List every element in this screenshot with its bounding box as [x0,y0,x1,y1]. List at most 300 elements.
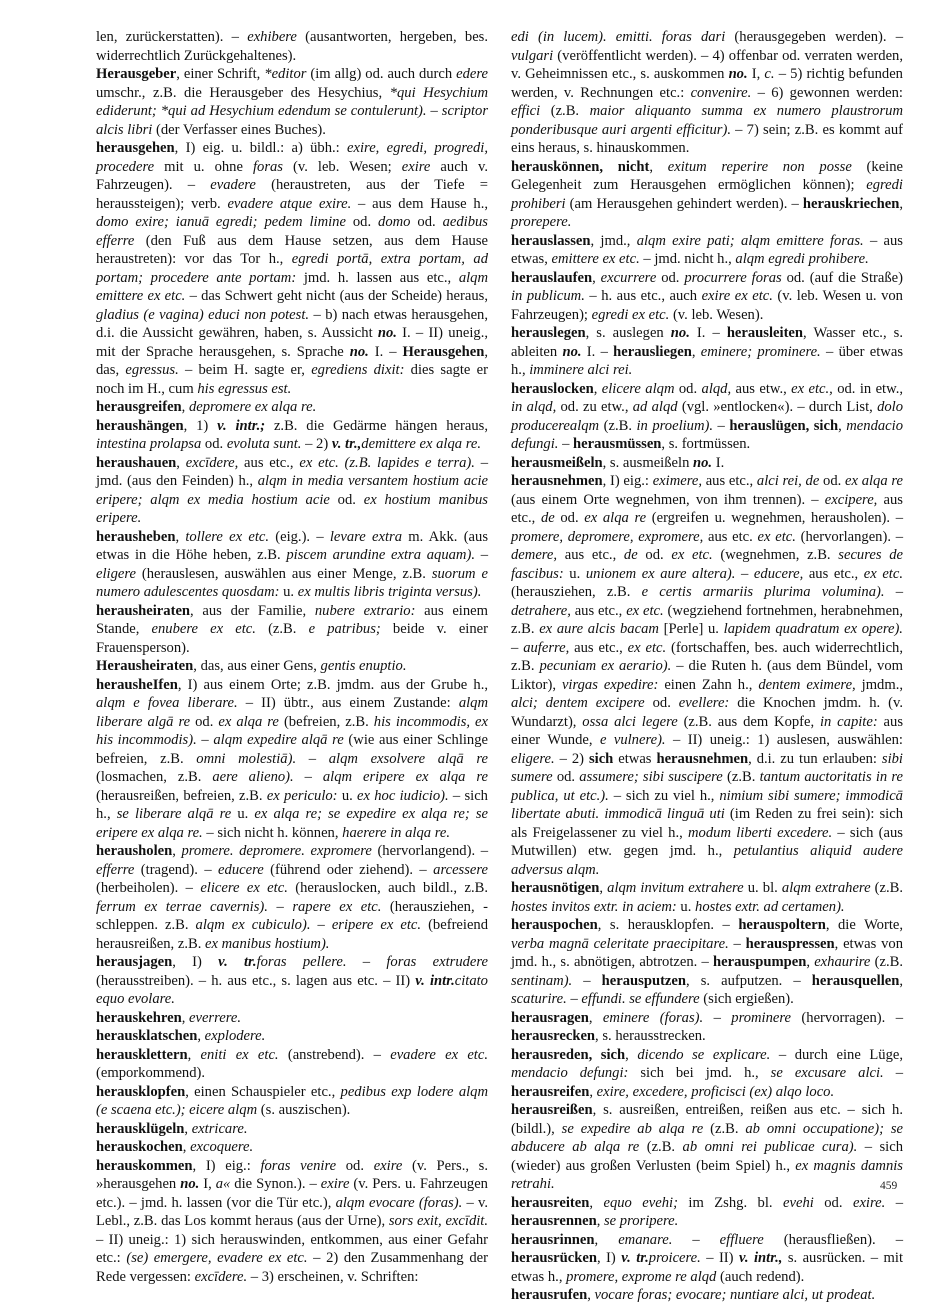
entry-headword: herausnehmen [511,473,603,489]
entry-text: (keine Gelegenheit zum Herausgehen ermöglichen können); [511,158,903,193]
entry-text: (v. leb. Wesen u. von Fahrzeugen); [511,288,903,323]
entry-text: assumere; sibi suscipere [579,769,723,785]
entry-text: – das Schwert geht nicht (aus der Scheide) heraus, [185,288,488,304]
entry-text: scriptor alcis libri [96,103,488,138]
entry-text: od. [674,380,702,397]
entry-text: , [899,195,903,212]
entry-text: (befreiend herausreißen, z.B. [96,917,489,952]
entry-text: (herausfließen). – [763,1231,903,1248]
entry-text: ab omni occupatione); se abducere ab alqa re [511,1120,903,1155]
entry-text: piscem arundine extra aquam). [286,547,475,563]
entry-text: in alqd, [511,399,557,415]
entry-text: (veröffentlicht werden). – 4) offenbar od. verraten werden, v. Geheimnissen etc., s. auskommen [511,47,903,82]
entry-text: (im Reden zu frei sein): sich als Freigelassener zu viel h., [511,806,903,841]
entry-text: maior aliquanto summa ex numero plaustrorum ponderibusque auri argenti efficitur). [511,103,903,138]
entry-text: – aus etwas, [511,232,903,267]
entry-text: , I) [172,954,219,970]
entry-text: ex magnis damnis retrahi. [511,1157,903,1192]
entry-text: aus etc., [238,454,300,471]
entry-text: , einen Schauspieler etc., [185,1083,341,1100]
entry-text: egrediens dixit: [311,362,405,378]
entry-text: (herausziehen, z.B. [511,584,642,600]
entry-text: I, [747,66,765,82]
entry-text: everrere. [188,1009,241,1026]
entry-text: herauspressen [745,935,835,952]
dictionary-entry [511,1046,903,1102]
entry-text: – II) uneig.: 1) auslesen, auswählen: [665,732,903,748]
entry-text: ex etc. [671,547,713,563]
entry-text: herausreifen [511,1083,590,1100]
entry-text: herauspumpen [713,954,807,970]
entry-text: v. intr., [738,1250,783,1266]
entry-text: nimium sibi sumere; immodicā libertate abuti. immodicā linguā uti [511,787,903,822]
entry-text: , d.i. zu tun erlauben: [748,750,882,767]
entry-text: (losmachen, z.B. [96,769,213,785]
entry-text: ex aure alcis bacam [539,621,659,637]
entry-text: (z.B. aus dem Kopfe, [677,713,820,730]
dictionary-entry [511,472,903,879]
entry-text: aus etc., [511,491,903,526]
entry-text: – [293,769,323,785]
entry-text: od. [410,214,443,230]
entry-text: e patribus; [308,621,381,637]
dictionary-entry [96,842,488,953]
entry-headword: herauskehren [96,1009,182,1026]
entry-text: se liberare alqā re [116,806,232,822]
entry-text: etwas [613,750,657,767]
dictionary-entry [96,1027,488,1046]
entry-text: – [296,750,329,767]
entry-text: evehi [783,1194,814,1211]
entry-text: educere [218,861,264,878]
entry-text: ab omni rei publicae cura). [682,1139,858,1155]
dictionary-entry [96,1157,488,1287]
entry-text: , s. aufputzen. – [686,972,812,989]
entry-text: umschr., z.B. die Herausgeber des Hesychius, [96,84,390,101]
entry-text: alqm eripere ex alqa re [322,769,488,785]
entry-text: [Perle] u. [658,621,724,637]
entry-text: *qui Hesychium ediderunt; *qui ad Hesychium edendum se contulerunt). [96,84,488,119]
entry-headword: herausheben [96,528,176,545]
entry-text: (z.B. [722,769,760,785]
entry-text: no. [670,325,690,341]
dictionary-entry [96,1120,488,1139]
entry-text: gladius (e vagina) educi non potest. [96,306,310,323]
entry-text: , s. auslegen [585,325,671,341]
entry-headword: herausmeißeln [511,454,603,471]
entry-headword: herausragen [511,1009,589,1026]
entry-text: od. [336,1157,374,1174]
entry-text: (den Fuß aus dem Hause setzen, aus dem Hause heraustreten): vor das Tor h., [96,232,488,267]
dictionary-entry [511,1101,903,1194]
entry-text: foras pellere. [256,954,347,970]
entry-text: , [187,1046,201,1063]
entry-text: ex periculo: [266,787,338,804]
entry-text: aus etc., [570,602,627,619]
dictionary-entry [511,1194,903,1231]
entry-text: in publicum. [511,288,585,304]
dictionary-entry [511,269,903,325]
entry-text: I. – II) uneig., mit der Sprache herausgehen, s. Sprache [96,325,488,360]
entry-text: u. [279,584,298,600]
entry-text: – 5) richtig befunden werden, v. Rechnungen etc.: [511,66,903,101]
entry-text: aus etc., [803,565,864,582]
entry-headword: herauslegen [511,325,586,341]
entry-text: se excusare alci. [770,1065,884,1081]
entry-text: elicere alqm [601,380,675,397]
entry-text: z.B. die Gedärme hängen heraus, [265,417,488,434]
entry-text: evadere ex etc. [390,1046,488,1063]
entry-text: (v. Pers., s. »herausgehen [96,1157,489,1192]
entry-text: auferre, [523,639,570,656]
entry-headword: herausreißen [511,1102,593,1118]
entry-headword: heraushängen [96,417,184,434]
entry-text: – II) uneig.: 1) sich herauswinden, entkommen, aus einer Gefahr etc.: [96,1231,488,1266]
entry-text: u. [676,898,696,915]
entry-text: exire [320,1176,350,1192]
entry-text: evoluta sunt. [226,436,302,452]
dictionary-entry [96,398,488,417]
entry-text: sich [588,750,614,767]
entry-text: (v. leb. Wesen; [282,158,402,175]
entry-text: od. [819,473,846,489]
entry-text: (auch redend). [716,1268,805,1285]
entry-text: – [196,732,214,748]
dictionary-entry [96,1046,488,1083]
entry-text: , [899,972,903,989]
entry-text: (herauslocken, auch bildl., z.B. [287,880,488,896]
entry-text: (hervorlangen). – [795,528,904,545]
entry-text: sentinam). [511,972,573,989]
entry-text: no. [180,1176,200,1192]
entry-headword: heraushauen [96,454,177,471]
entry-text: od. [190,713,219,730]
entry-text: – sich zu viel h., [608,787,720,804]
entry-headword: herausklatschen [96,1028,198,1044]
entry-text: rapere ex etc. [292,898,382,915]
entry-text: alqm evocare (foras). [335,1194,463,1211]
entry-text: (wegziehend fortnehmen, herabnehmen, z.B. [511,602,903,637]
entry-text: aus einem Stande, [96,602,488,637]
entry-text: evellere: [678,695,730,711]
dictionary-entry [96,65,488,139]
entry-text: herausquellen [811,972,900,989]
entry-text: I. – [368,343,403,360]
entry-text: (sich ergießen). [699,991,794,1007]
entry-text: emanare. [618,1231,673,1248]
entry-text: ex alqa re; se expedire ex alqa re; se eripere ex alqa re. [96,806,488,841]
entry-text: his egressus est. [197,380,292,397]
entry-text: edere [456,66,488,82]
entry-text: modum liberti excedere. [688,824,833,841]
entry-text: eminere; prominere. [700,343,821,360]
entry-text: excipere, [824,491,878,508]
entry-text: exire [373,1157,403,1174]
entry-text: aere alieno). [212,769,294,785]
entry-text: (z.B. [540,103,590,119]
entry-text: , [587,1287,595,1303]
dictionary-entry [511,232,903,269]
entry-text: exitum reperire non posse [667,158,852,175]
entry-headword: herauslaufen [511,269,593,286]
entry-text: lapidem quadratum ex opere). [723,621,903,637]
entry-text: ex alqa re [845,473,903,489]
entry-text: citato equo evolare. [96,972,488,1007]
entry-text: c. [764,66,775,82]
entry-text: – die Ruten h. (aus dem Bündel, vom Liktor), [511,658,903,693]
entry-headword: herausreden, sich [511,1046,626,1063]
entry-text: excīdere, [185,454,239,471]
entry-headword: herausholen [96,843,173,859]
dictionary-entry [96,1138,488,1157]
entry-text: evadere [210,177,256,193]
entry-text: dicendo se explicare. [637,1046,771,1063]
entry-text: omni molestiā). [196,750,297,767]
entry-text: aus einer Wunde, [511,713,903,748]
entry-text: (z.B. [870,880,904,896]
entry-text: de [623,547,638,563]
entry-text: aus etw., [731,380,792,397]
entry-text: educere, [753,565,804,582]
entry-text: intestina prolapsa [96,436,202,452]
entry-text: foras venire [260,1157,337,1174]
entry-text: – 2) den Zusammenhang der Rede vergessen: [96,1250,488,1285]
dictionary-entry [511,158,903,232]
entry-text: dies sagte er noch im H., cum [96,362,488,397]
entry-text: egredi ex etc. [591,306,670,323]
dictionary-entry [96,1083,488,1120]
entry-text: – 3) erscheinen, v. Schriften: [247,1268,419,1285]
entry-text: , s. ausmeißeln [602,454,694,471]
entry-headword: herausklettern [96,1046,188,1063]
entry-text: – sich (aus Mutwillen) etw. gegen jmd. h., [511,824,903,859]
entry-text: , 1) [183,417,218,434]
entry-text: dentem eximere, [758,676,856,693]
entry-text: (herausgegeben werden). – [725,29,903,45]
entry-text: se proripere. [603,1213,679,1229]
entry-text: , [596,1213,604,1229]
entry-text: I. – [581,343,614,360]
dictionary-entry [96,139,488,398]
entry-text: , [172,843,182,859]
entry-text: – aus dem Hause h., [351,195,489,212]
entry-text: od. [644,695,679,711]
entry-text: ex alqa re [218,713,279,730]
entry-text: effluere [719,1231,764,1248]
entry-text: auch v. Fahrzeugen). – [96,158,488,193]
entry-text: hostes invitos extr. in aciem: [511,898,677,915]
entry-text: , I) eig. u. bildl.: a) übh.: [174,140,348,156]
entry-text: (eig.). – [269,528,330,545]
entry-text: (herauslesen, auswählen aus einer Menge, z.B. [135,565,432,582]
entry-text: (emporkommend). [96,1065,206,1081]
entry-text: demittere ex alqa re. [361,436,481,452]
entry-text: his incommodis, ex his incommodis). [96,713,488,748]
entry-text: herauslügen, sich [729,417,839,434]
entry-text: – beim H. sagte er, [178,362,312,378]
entry-text: , [838,417,847,434]
entry-text: alqm liberare algā re [96,695,488,730]
entry-text: scaturire. [511,991,567,1007]
entry-text: I. [712,454,725,471]
entry-headword: herauskönnen, nicht [511,158,650,175]
entry-text: (fortschaffen, bes. auch widerrechtlich, z.B. [511,639,903,674]
entry-text: – II) [700,1250,739,1266]
entry-text: – sich (wieder) aus großen Verlusten (beim Spiel) h., [511,1139,903,1174]
entry-text: eximere, [652,473,702,489]
entry-text: herauspoltern [738,917,826,933]
entry-text: tantum auctoritatis in re publica, ut etc.). [511,769,903,804]
entry-text: elicere ex etc. [200,880,288,896]
entry-text: – [267,898,293,915]
entry-text: od. [554,510,585,526]
entry-text: arcessere [433,861,488,878]
entry-text: len, zurückerstatten). – [96,29,248,45]
entry-text: (hervorlangend). – [371,843,489,859]
entry-text: in proelium). [636,417,714,434]
entry-text: , das, [96,343,488,378]
entry-text: (v. leb. Wesen). [669,306,764,323]
entry-text: – [884,584,903,600]
entry-text: aedibus efferre [96,214,488,249]
entry-text: , s. fortmüssen. [661,436,751,452]
entry-headword: Herausgeber [96,66,177,82]
entry-text: evadere atque exire. [227,195,352,212]
entry-text: alci rei, de [756,473,820,489]
entry-text: ex etc. [757,528,796,545]
entry-text: e certis armariis plurima volumina). [641,584,885,600]
entry-text: sors exit, excīdit. [388,1213,488,1229]
entry-text: proicere. [648,1250,701,1266]
entry-headword: herausgehen [96,140,175,156]
entry-text: v. intr.; [217,417,266,434]
entry-text: (herbeiholen). – [96,880,201,896]
dictionary-entry [96,417,488,454]
entry-headword: herausjagen [96,954,173,970]
entry-text: e vulnere). [599,732,666,748]
entry-text: od. [329,491,364,508]
entry-text: od. in etw., [832,380,903,397]
entry-text: eligere. [511,750,555,767]
entry-text: (z.B. [703,1120,746,1137]
entry-text: egredi portā, extra portam, ad portam; procedere ante portam: [96,251,488,286]
entry-text: no. [377,325,397,341]
entry-text: (aus einem Orte wegnehmen, von ihm trennen). – [511,491,825,508]
entry-text: convenire. [690,84,752,101]
entry-text: – [474,547,488,563]
entry-text: (z.B. [639,1139,683,1155]
entry-text: od. [637,547,672,563]
entry-text: ex etc. (z.B. lapides e terra). [299,454,475,471]
entry-text: , s. herausklopfen. – [597,917,739,933]
entry-text: – sich nicht h. können, [202,824,343,841]
entry-text: alqm exire pati; alqm emittere foras. [636,232,864,249]
dictionary-entry [96,528,488,602]
page-number: 459 [880,1180,898,1192]
entry-text: – [703,1009,732,1026]
entry-text: , I) eig.: [192,1157,261,1174]
entry-text: I. – [689,325,727,341]
dictionary-entry [511,380,903,454]
entry-headword: herausklügeln [96,1120,185,1137]
entry-text: od. [552,769,580,785]
entry-text: od. [813,1194,853,1211]
entry-text: , [625,1046,638,1063]
dictionary-entry [96,28,488,65]
entry-text: ex etc. [627,639,667,656]
entry-text: , die Worte, [825,917,904,933]
entry-headword: herausrufen [511,1287,588,1303]
entry-text: , [599,880,608,896]
entry-text: – [713,417,730,434]
entry-text: domo exire; ianuā egredi; pedem limine [96,214,346,230]
entry-text: v. tr., [331,436,362,452]
entry-text: (anstrebend). – [278,1046,391,1063]
entry-headword: herauslocken [511,380,594,397]
entry-headword: herauskochen [96,1139,183,1155]
entry-text: (wie aus einer Schlinge befreien, z.B. [96,732,489,767]
entry-text: – [558,436,574,452]
entry-text: , [181,399,189,415]
entry-text: herauskriechen [802,195,900,212]
entry-headword: herausreiten [511,1194,590,1211]
entry-text: mendacio defungi: [511,1065,629,1081]
entry-text: exire, excedere, proficisci (ex) alqo loco. [596,1083,835,1100]
entry-text: u. [231,806,255,822]
entry-text: – [426,103,442,119]
entry-text: detrahere, [511,602,571,619]
entry-text: ex alqa re [584,510,647,526]
entry-text: (z.B. [599,417,637,434]
entry-text: emittere ex etc. [551,251,640,267]
entry-text: herausnehmen [656,750,749,767]
entry-text: im Zshg. bl. [677,1194,784,1211]
entry-text: (herausziehen, -schleppen. z.B. [96,898,488,933]
entry-text: jmd. h. lassen aus etc., [296,269,459,286]
entry-headword: herauspochen [511,917,598,933]
entry-text: – [885,1194,903,1211]
entry-text: suorum e numero adulescentes quosdam: [96,565,488,600]
entry-text: no. [728,66,748,82]
entry-headword: herausgreifen [96,399,182,415]
entry-text: , [806,954,815,970]
entry-text: depromere ex alqa re. [188,399,317,415]
entry-text: aus etc., [569,639,628,656]
entry-text: (heraustreten, aus der Tiefe = heraussteigen); verb. [96,177,488,212]
entry-text: od. [201,436,227,452]
entry-text: alqm invitum extrahere [607,880,744,896]
entry-text: alci; dentem excipere [511,695,645,711]
entry-text: , s. ausreißen, entreißen, reißen aus etc. – sich h. (bildl.), [511,1102,903,1137]
entry-text: (v. Pers. u. Fahrzeugen etc.). – jmd. h. lassen (vor die Tür etc.), [96,1176,488,1211]
entry-text: a« [215,1176,231,1192]
entry-text: gentis enuptio. [320,658,407,674]
entry-headword: Herausheiraten [96,658,194,674]
entry-text: , etwas von jmd. h., s. abnötigen, abtrotzen. – [511,935,903,970]
right-column [511,28,903,1305]
entry-text: – [672,1231,720,1248]
entry-text: , [691,343,701,360]
entry-text: aus etc., [557,547,624,563]
entry-text: alqm ex cubiculo). [195,917,311,933]
entry-text: eligere [96,565,136,582]
entry-text: excoquere. [190,1139,254,1155]
entry-text: levare extra [329,528,403,545]
entry-text: ex hostium manibus eripere. [96,491,488,526]
entry-text: pedibus exp lodere alqm (e scaena etc.); eicere alqm [96,1083,489,1118]
entry-text: , [592,269,601,286]
entry-text: (z.B. [870,954,903,970]
